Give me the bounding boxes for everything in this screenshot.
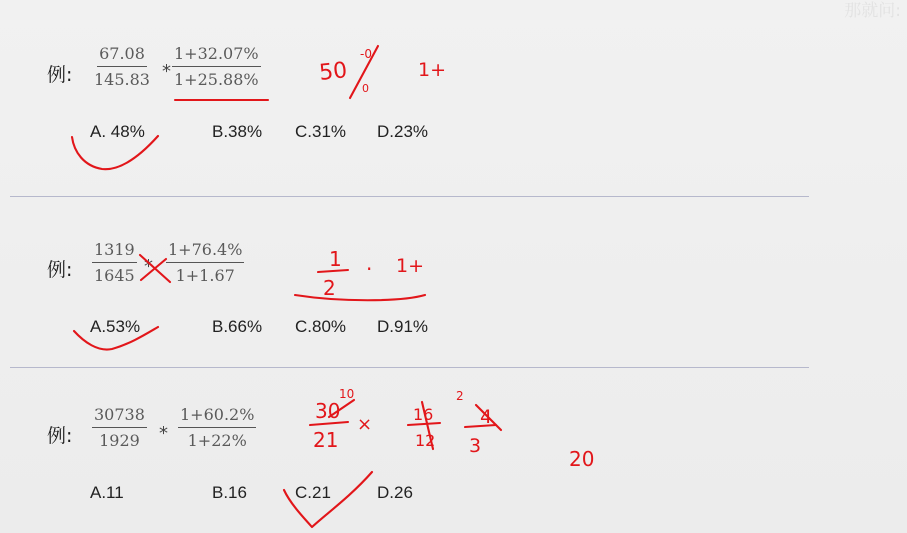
fraction-numerator: 30738 — [92, 405, 147, 428]
example-label: 例: — [47, 425, 73, 447]
ink-sixteen: 16 — [413, 405, 434, 424]
ink-dot: · — [366, 257, 373, 281]
ink-four: 4 — [480, 406, 493, 428]
option-c[interactable]: C.31% — [295, 122, 347, 141]
fraction-denominator: 145.83 — [94, 70, 150, 89]
ink-half-denominator: 2 — [323, 276, 336, 300]
fraction-numerator: 1319 — [92, 240, 137, 263]
option-c[interactable]: C.80% — [295, 317, 347, 336]
option-a[interactable]: A. 48% — [90, 122, 145, 141]
option-d[interactable]: D.23% — [377, 122, 429, 141]
ink-fraction-bar — [408, 423, 440, 425]
ink-twenty-one: 21 — [313, 428, 339, 452]
fraction-base-ratio — [92, 240, 137, 286]
option-b[interactable]: B.66% — [212, 317, 263, 336]
ink-thirty: 30 — [315, 399, 341, 423]
option-d[interactable]: D.91% — [377, 317, 429, 336]
fraction-base-ratio — [92, 405, 147, 451]
fraction-numerator: 1+60.2% — [178, 405, 256, 428]
section-divider — [10, 196, 809, 197]
ink-strike — [476, 405, 501, 430]
fraction-denominator: 1+1.67 — [175, 266, 235, 285]
fraction-base-ratio — [92, 44, 152, 90]
option-c[interactable]: C.21 — [295, 483, 331, 502]
example-label: 例: — [47, 64, 73, 86]
fraction-denominator: 1+25.88% — [174, 70, 259, 89]
multiply-operator: * — [159, 423, 168, 444]
ink-ten-superscript: 10 — [339, 387, 355, 401]
ink-fraction-bar — [465, 425, 496, 427]
option-d[interactable]: D.26 — [377, 483, 413, 502]
example-label: 例: — [47, 259, 73, 281]
fraction-numerator: 67.08 — [97, 44, 147, 67]
ink-half-numerator: 1 — [329, 247, 342, 271]
ink-one-plus: 1+ — [396, 255, 425, 277]
option-b[interactable]: B.16 — [212, 483, 247, 502]
fraction-denominator: 1+22% — [187, 431, 247, 450]
ink-estimate-50: 50 — [318, 58, 349, 86]
option-a[interactable]: A.53% — [90, 317, 141, 336]
section-divider — [10, 367, 809, 368]
fraction-growth-ratio — [172, 44, 261, 90]
fraction-numerator: 1+32.07% — [172, 44, 261, 67]
fraction-denominator: 1645 — [94, 266, 135, 285]
multiply-operator: * — [162, 61, 171, 82]
ink-slash — [350, 46, 378, 98]
option-b[interactable]: B.38% — [212, 122, 263, 141]
watermark-text: 那就问: — [844, 1, 901, 21]
ink-percent-base: 0 — [362, 82, 369, 95]
ink-fraction-bar — [318, 270, 348, 272]
fraction-growth-ratio — [166, 240, 244, 286]
fraction-numerator: 1+76.4% — [166, 240, 244, 263]
ink-strike — [329, 400, 354, 417]
ink-twelve: 12 — [415, 431, 436, 450]
ink-strike — [422, 402, 433, 449]
ink-times: × — [357, 414, 373, 435]
fraction-growth-ratio — [178, 405, 256, 451]
ink-underline-estimate — [295, 295, 425, 300]
ink-three: 3 — [469, 435, 482, 457]
fraction-denominator: 1929 — [99, 431, 140, 450]
ink-one-plus: 1+ — [418, 59, 447, 81]
ink-fraction-bar — [310, 422, 348, 425]
multiply-operator: * — [144, 256, 153, 277]
ink-two-superscript: 2 — [456, 389, 464, 403]
ink-superscript: -0 — [360, 47, 372, 61]
option-a[interactable]: A.11 — [90, 483, 124, 502]
ink-result-twenty: 20 — [569, 447, 595, 471]
